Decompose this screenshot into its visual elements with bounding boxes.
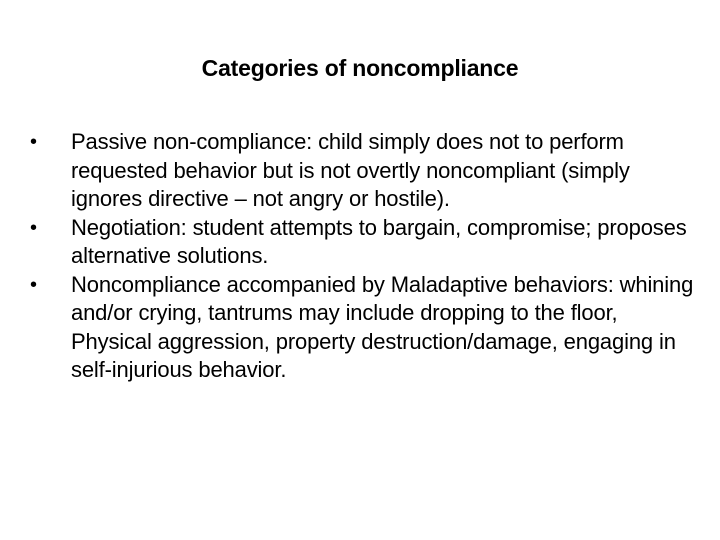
bullet-text: Noncompliance accompanied by Maladaptive behaviors: whining and/or crying, tantrums may include dropping to the floor, Physical aggression, property destruction/damage, engaging in self-injurious behavior.: [71, 271, 694, 382]
bullet-dot-icon: •: [30, 216, 37, 239]
bullet-dot-icon: •: [30, 273, 37, 296]
bullet-item-maladaptive-behaviors: [30, 271, 695, 385]
bullet-item-passive-noncompliance: [30, 128, 695, 214]
bullet-list: [30, 128, 695, 385]
bullet-text: Negotiation: student attempts to bargain, compromise; proposes alternative solutions.: [71, 214, 687, 268]
bullet-text: Passive non-compliance: child simply does not to perform requested behavior but is not overtly noncompliant (simply ignores directive – not angry or hostile).: [71, 129, 630, 211]
bullet-dot-icon: •: [30, 131, 37, 153]
slide-title: Categories of noncompliance: [201, 55, 519, 81]
bullet-item-negotiation: [30, 214, 695, 271]
